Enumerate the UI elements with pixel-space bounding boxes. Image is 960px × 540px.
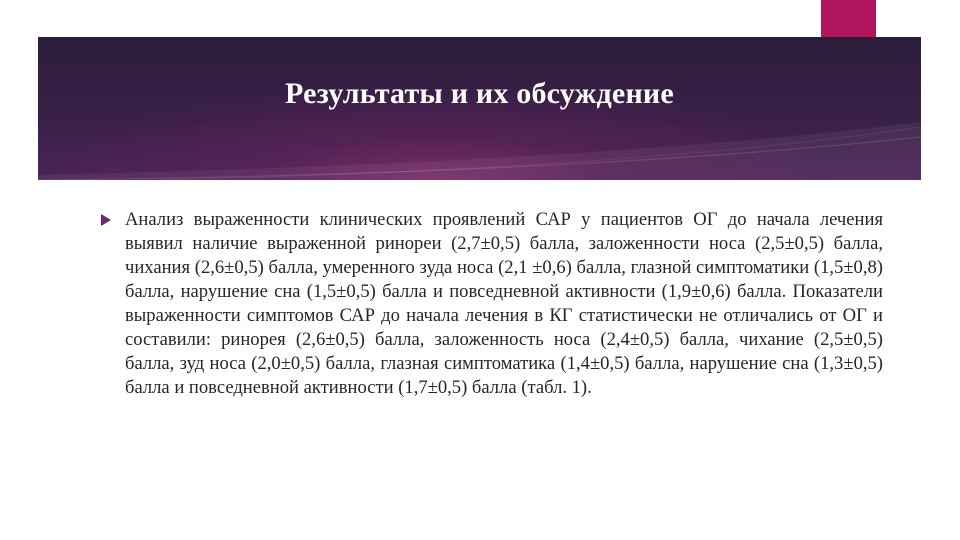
slide-title: Результаты и их обсуждение [285, 77, 674, 110]
bullet-paragraph: Анализ выраженности клинических проявлений САР у пациентов ОГ до начала лечения выявил наличие выраженной ринореи (2,7±0,5) балла, заложенности носа (2,5±0,5) балла, чихания (2,6±0,5) балла, умеренного зуда носа (2,1 ±0,6) балла, глазной симптоматики (1,5±0,8) балла, нарушение сна (1,5±0,5) балла и повседневной активности (1,9±0,6) балла. Показатели выраженности симптомов САР до начала лечения в КГ статистически не отличались от ОГ и составили: ринорея (2,6±0,5) балла, заложенность носа (2,4±0,5) балла, чихание (2,5±0,5) балла, зуд носа (2,0±0,5) балла, глазная симптоматика (1,4±0,5) балла, нарушение сна (1,3±0,5) балла и повседневной активности (1,7±0,5) балла (табл. 1). [125, 209, 883, 398]
content-body [101, 208, 883, 400]
title-header-band [38, 37, 921, 180]
triangle-right-bullet-icon [101, 214, 111, 226]
